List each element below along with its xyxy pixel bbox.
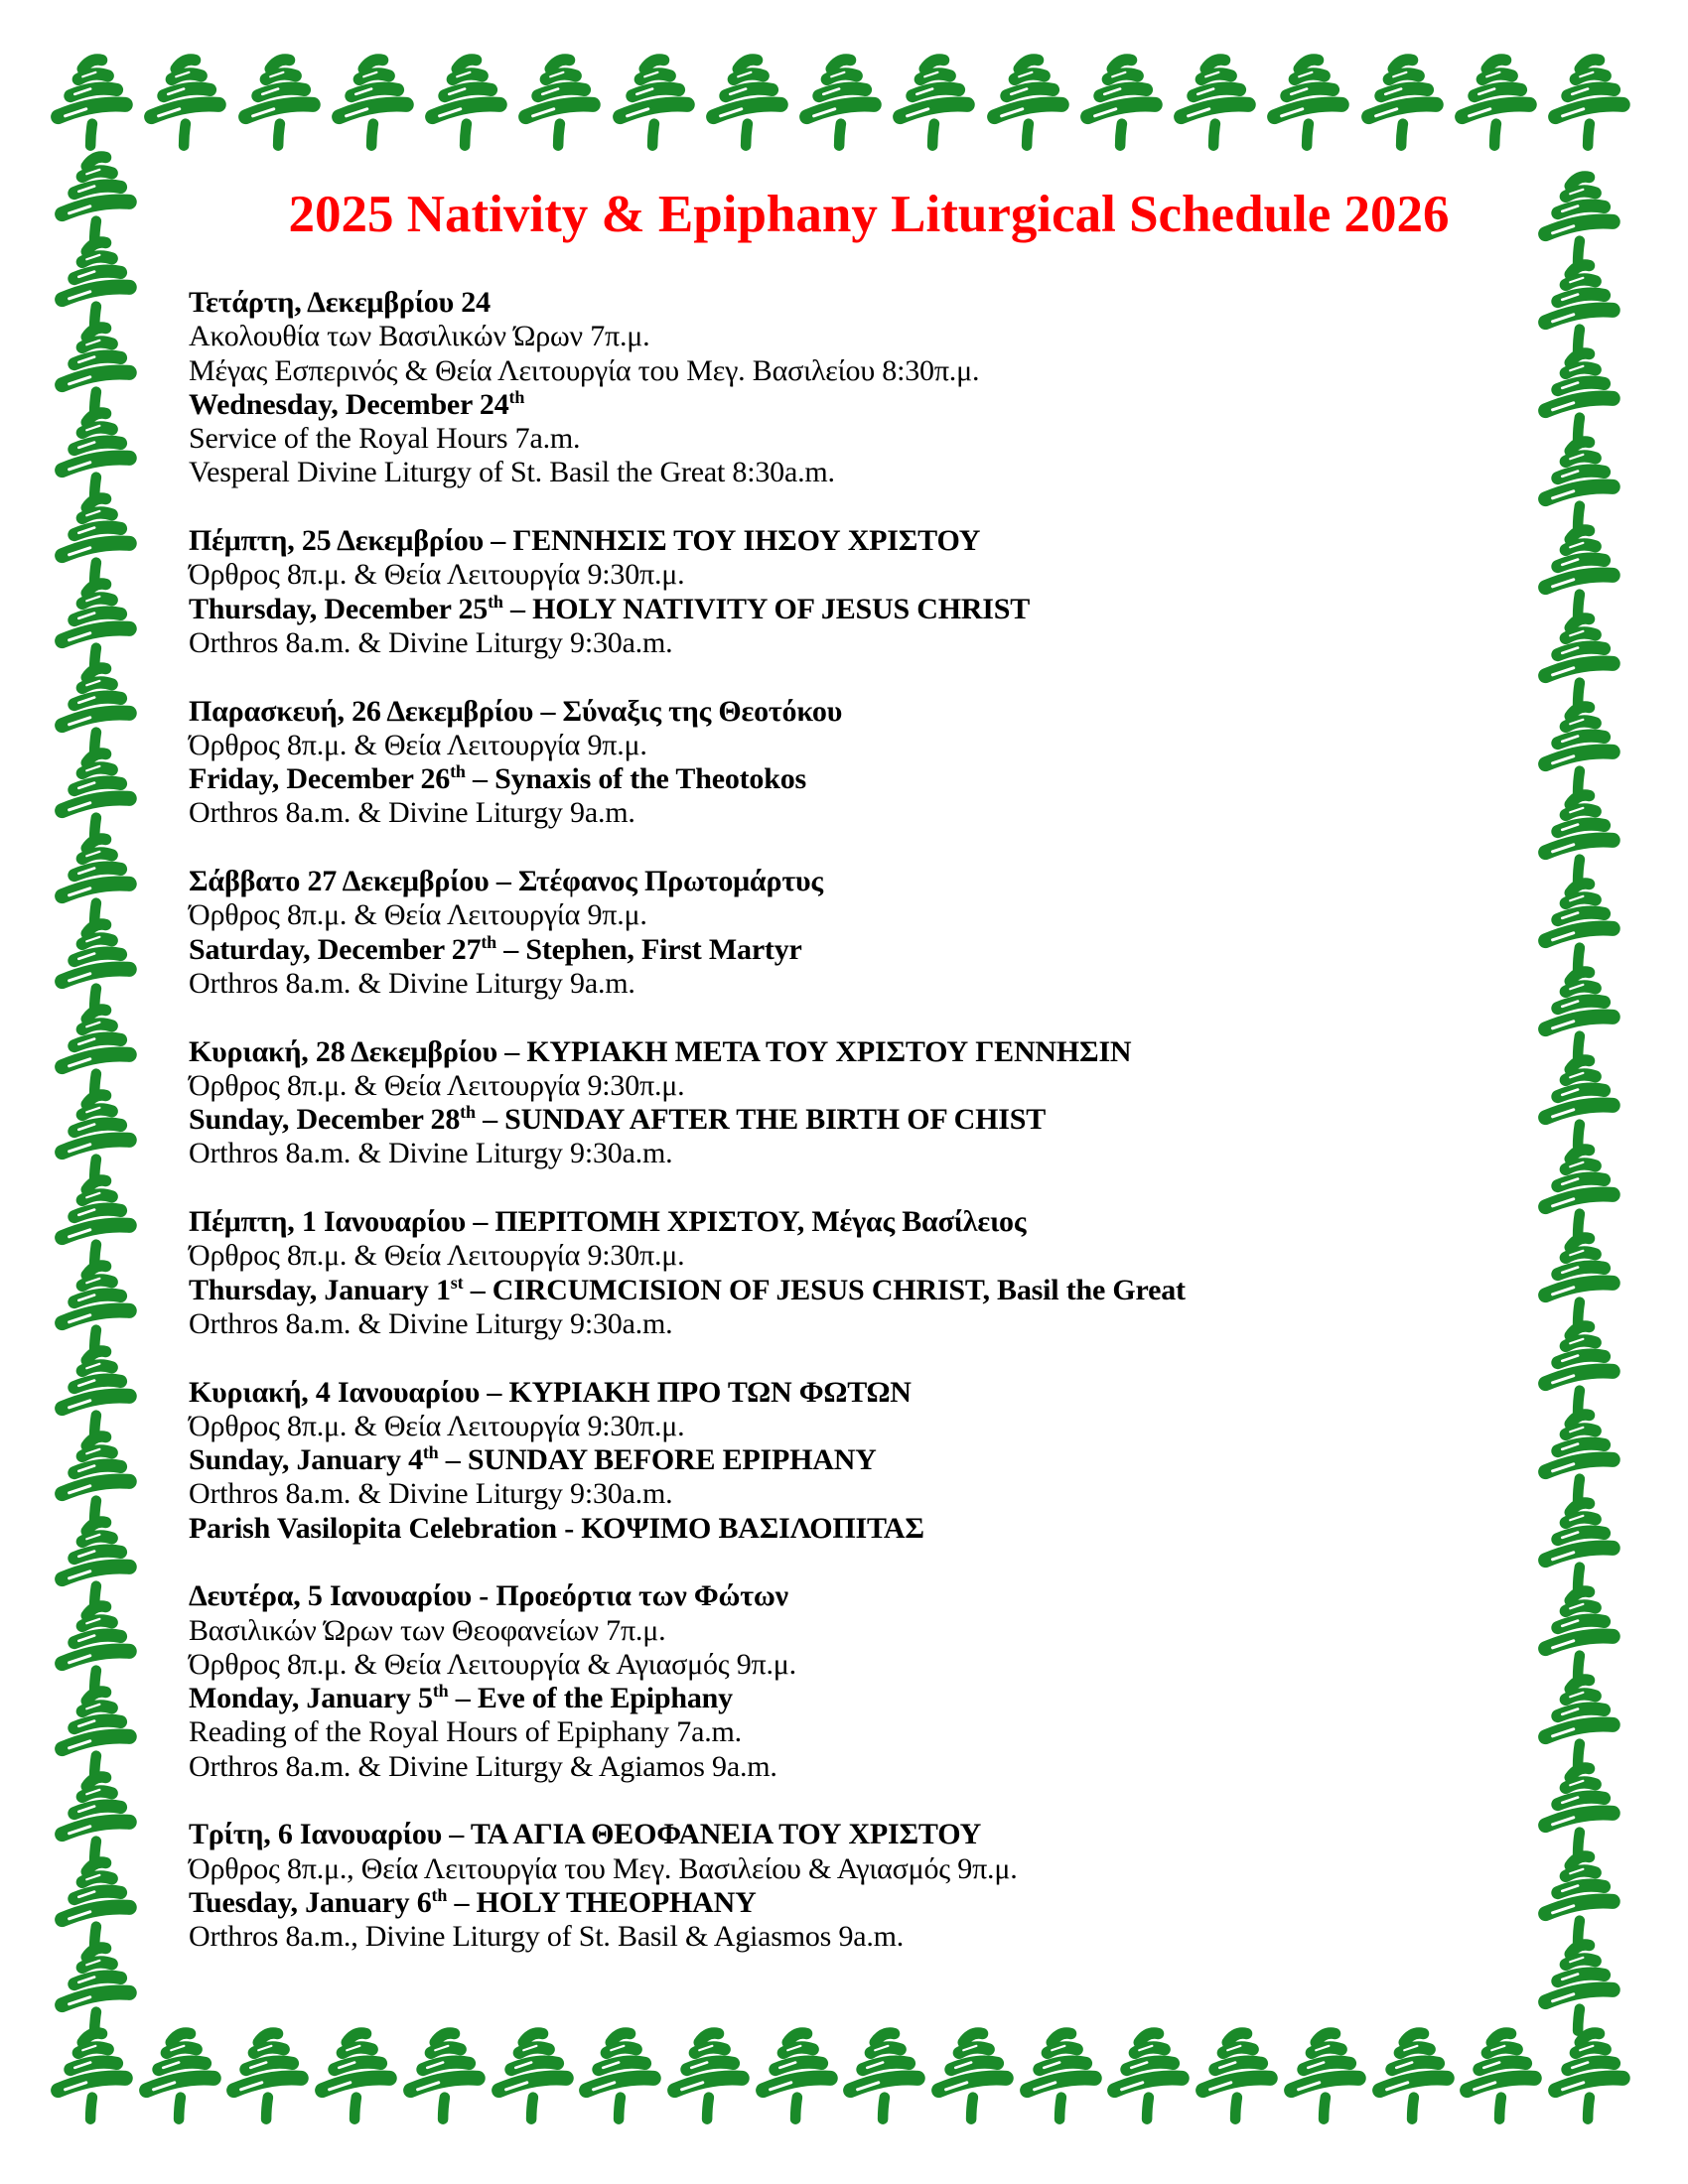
schedule-line: Όρθρος 8π.μ. & Θεία Λειτουργία 9:30π.μ. — [189, 1409, 685, 1442]
christmas-tree-icon — [52, 1596, 139, 1682]
christmas-tree-icon — [1535, 520, 1622, 609]
schedule-line-header: Wednesday, December 24th — [189, 386, 525, 421]
schedule-line-header: Sunday, December 28th – SUNDAY AFTER THE BIRTH OF CHIST — [189, 1102, 1047, 1137]
schedule-block — [189, 1818, 1494, 1954]
schedule-line: Όρθρος 8π.μ. & Θεία Λειτουργία 9:30π.μ. — [189, 1068, 685, 1102]
christmas-tree-icon — [1535, 1493, 1622, 1581]
schedule-line: Orthros 8a.m. & Divine Liturgy 9a.m. — [189, 796, 635, 830]
christmas-tree-icon — [52, 1852, 139, 1938]
schedule-line-header: Πέμπτη, 1 Ιανουαρίου – ΠΕΡΙΤΟΜΗ ΧΡΙΣΤΟΥ, Μέγας Βασίλειος — [189, 1205, 1027, 1239]
christmas-tree-icon — [1171, 50, 1258, 158]
christmas-tree-icon — [1545, 2023, 1632, 2131]
schedule-line: Service of the Royal Hours 7a.m. — [189, 422, 581, 456]
schedule-line-header: Parish Vasilopita Celebration - ΚΟΨΙΜΟ ΒΑΣΙΛΟΠΙΤΑΣ — [189, 1511, 924, 1545]
schedule-line-header: Σάββατο 27 Δεκεμβρίου – Στέφανος Πρωτομάρτυς — [189, 865, 823, 898]
tree-border-top — [48, 50, 1632, 158]
christmas-tree-icon — [52, 1427, 139, 1512]
christmas-tree-icon — [1369, 2023, 1457, 2131]
christmas-tree-icon — [1017, 2023, 1104, 2131]
christmas-tree-icon — [840, 2023, 927, 2131]
schedule-line: Orthros 8a.m. & Divine Liturgy 9:30a.m. — [189, 1306, 673, 1340]
schedule-line: Όρθρος 8π.μ. & Θεία Λειτουργία 9:30π.μ. — [189, 1239, 685, 1273]
christmas-tree-icon — [1535, 1405, 1622, 1493]
christmas-tree-icon — [1281, 2023, 1368, 2131]
christmas-tree-icon — [52, 488, 139, 574]
christmas-tree-icon — [141, 50, 228, 158]
page-title: 2025 Nativity & Epiphany Liturgical Schedule 2026 — [288, 186, 1450, 243]
schedule-line: Orthros 8a.m. & Divine Liturgy 9:30a.m. — [189, 625, 673, 659]
christmas-tree-icon — [48, 50, 135, 158]
schedule-block — [189, 865, 1494, 1001]
christmas-tree-icon — [1535, 1316, 1622, 1405]
christmas-tree-icon — [52, 1767, 139, 1852]
christmas-tree-icon — [515, 50, 603, 158]
christmas-tree-icon — [1457, 2023, 1544, 2131]
christmas-tree-icon — [1193, 2023, 1280, 2131]
schedule-block — [189, 1035, 1494, 1171]
christmas-tree-icon — [52, 1341, 139, 1427]
christmas-tree-icon — [52, 1085, 139, 1170]
christmas-tree-icon — [1358, 50, 1446, 158]
christmas-tree-icon — [1452, 50, 1539, 158]
schedule-line-header: Κυριακή, 4 Ιανουαρίου – ΚΥΡΙΑΚΗ ΠΡΟ ΤΩΝ ΦΩΤΩΝ — [189, 1375, 912, 1409]
christmas-tree-icon — [52, 658, 139, 744]
christmas-tree-icon — [1535, 874, 1622, 962]
tree-border-bottom — [48, 2023, 1632, 2131]
christmas-tree-icon — [1104, 2023, 1192, 2131]
christmas-tree-icon — [1535, 432, 1622, 520]
christmas-tree-icon — [796, 50, 884, 158]
christmas-tree-icon — [48, 2023, 135, 2131]
christmas-tree-icon — [753, 2023, 840, 2131]
schedule-line: Vesperal Divine Liturgy of St. Basil the Great 8:30a.m. — [189, 456, 835, 489]
schedule-line: Όρθρος 8π.μ. & Θεία Λειτουργία 9π.μ. — [189, 898, 647, 932]
schedule-line: Reading of the Royal Hours of Epiphany 7a.m. — [189, 1715, 742, 1749]
christmas-tree-icon — [400, 2023, 488, 2131]
christmas-tree-icon — [1535, 1228, 1622, 1316]
schedule-line: Orthros 8a.m. & Divine Liturgy 9:30a.m. — [189, 1137, 673, 1170]
christmas-tree-icon — [984, 50, 1071, 158]
schedule-line-header: Τρίτη, 6 Ιανουαρίου – ΤΑ ΑΓΙΑ ΘΕΟΦΑΝΕΙΑ ΤΟΥ ΧΡΙΣΤΟΥ — [189, 1818, 982, 1851]
christmas-tree-icon — [1535, 697, 1622, 785]
schedule-line-header: Thursday, January 1st – CIRCUMCISION OF JESUS CHRIST, Basil the Great — [189, 1272, 1186, 1306]
schedule-line: Orthros 8a.m. & Divine Liturgy & Agiamos 9a.m. — [189, 1749, 777, 1783]
christmas-tree-icon — [576, 2023, 663, 2131]
schedule-line-header: Πέμπτη, 25 Δεκεμβρίου – ΓΕΝΝΗΣΙΣ ΤΟΥ ΙΗΣΟΥ ΧΡΙΣΤΟΥ — [189, 524, 981, 558]
schedule-line-header: Tuesday, January 6th – HOLY THEOPHANY — [189, 1884, 757, 1919]
schedule-line-header: Thursday, December 25th – HOLY NATIVITY OF JESUS CHRIST — [189, 591, 1031, 625]
christmas-tree-icon — [52, 1682, 139, 1767]
schedule-line-header: Saturday, December 27th – Stephen, First Martyr — [189, 931, 802, 966]
christmas-tree-icon — [1545, 50, 1632, 158]
schedule-line-header: Monday, January 5th – Eve of the Epiphany — [189, 1681, 733, 1715]
christmas-tree-icon — [52, 318, 139, 403]
schedule-blocks — [189, 286, 1494, 1988]
christmas-tree-icon — [52, 574, 139, 659]
christmas-tree-icon — [1535, 609, 1622, 697]
schedule-block — [189, 1579, 1494, 1784]
schedule-block — [189, 286, 1494, 490]
christmas-tree-icon — [52, 1512, 139, 1597]
christmas-tree-icon — [1264, 50, 1351, 158]
schedule-line-header: Sunday, January 4th – SUNDAY BEFORE EPIPHANY — [189, 1442, 877, 1477]
christmas-tree-icon — [610, 50, 697, 158]
christmas-tree-icon — [1535, 1935, 1622, 2023]
christmas-tree-icon — [1535, 343, 1622, 432]
christmas-tree-icon — [52, 232, 139, 318]
schedule-line-header: Κυριακή, 28 Δεκεμβρίου – ΚΥΡΙΑΚΗ ΜΕΤΑ ΤΟΥ ΧΡΙΣΤΟΥ ΓΕΝΝΗΣΙΝ — [189, 1034, 1132, 1068]
christmas-tree-icon — [1535, 1758, 1622, 1846]
christmas-tree-icon — [1535, 1670, 1622, 1758]
christmas-tree-icon — [1535, 785, 1622, 874]
christmas-tree-icon — [489, 2023, 576, 2131]
christmas-tree-icon — [1535, 255, 1622, 343]
christmas-tree-icon — [52, 1170, 139, 1256]
schedule-line: Orthros 8a.m. & Divine Liturgy 9a.m. — [189, 966, 635, 1000]
christmas-tree-icon — [223, 2023, 311, 2131]
schedule-line-header: Παρασκευή, 26 Δεκεμβρίου – Σύναξις της Θεοτόκου — [189, 694, 843, 728]
schedule-block — [189, 1376, 1494, 1546]
schedule-line: Όρθρος 8π.μ. & Θεία Λειτουργία 9:30π.μ. — [189, 558, 685, 592]
christmas-tree-icon — [1535, 1050, 1622, 1139]
christmas-tree-icon — [136, 2023, 223, 2131]
schedule-line: Orthros 8a.m. & Divine Liturgy 9:30a.m. — [189, 1477, 673, 1511]
schedule-block — [189, 695, 1494, 831]
christmas-tree-icon — [52, 1000, 139, 1085]
schedule-line: Orthros 8a.m., Divine Liturgy of St. Basil & Agiasmos 9a.m. — [189, 1920, 905, 1954]
christmas-tree-icon — [52, 914, 139, 1000]
schedule-line: Όρθρος 8π.μ., Θεία Λειτουργία του Μεγ. Βασιλείου & Αγιασμός 9π.μ. — [189, 1851, 1018, 1885]
christmas-tree-icon — [928, 2023, 1016, 2131]
christmas-tree-icon — [1077, 50, 1165, 158]
christmas-tree-icon — [312, 2023, 399, 2131]
christmas-tree-icon — [1535, 962, 1622, 1050]
christmas-tree-icon — [890, 50, 977, 158]
christmas-tree-icon — [235, 50, 323, 158]
schedule-line-header: Τετάρτη, Δεκεμβρίου 24 — [189, 286, 491, 319]
christmas-tree-icon — [52, 1256, 139, 1341]
schedule-line: Μέγας Εσπερινός & Θεία Λειτουργία του Μεγ. Βασιλείου 8:30π.μ. — [189, 353, 980, 387]
christmas-tree-icon — [52, 147, 139, 232]
tree-border-left — [52, 147, 139, 2023]
tree-border-right — [1535, 167, 1622, 2023]
schedule-line-header: Friday, December 26th – Synaxis of the Theotokos — [189, 761, 806, 796]
schedule-line: Όρθρος 8π.μ. & Θεία Λειτουργία 9π.μ. — [189, 728, 647, 761]
christmas-tree-icon — [52, 829, 139, 914]
christmas-tree-icon — [703, 50, 790, 158]
christmas-tree-icon — [1535, 1846, 1622, 1935]
christmas-tree-icon — [52, 1938, 139, 2023]
christmas-tree-icon — [422, 50, 509, 158]
christmas-tree-icon — [1535, 1581, 1622, 1670]
schedule-line: Όρθρος 8π.μ. & Θεία Λειτουργία & Αγιασμός 9π.μ. — [189, 1647, 796, 1681]
schedule-line: Ακολουθία των Βασιλικών Ώρων 7π.μ. — [189, 320, 650, 353]
christmas-tree-icon — [52, 403, 139, 488]
schedule-block — [189, 524, 1494, 660]
schedule-block — [189, 1205, 1494, 1341]
schedule-line-header: Δευτέρα, 5 Ιανουαρίου - Προεόρτια των Φώτων — [189, 1579, 788, 1613]
christmas-tree-icon — [1535, 1140, 1622, 1228]
christmas-tree-icon — [52, 744, 139, 829]
christmas-tree-icon — [329, 50, 416, 158]
schedule-line: Βασιλικών Ώρων των Θεοφανείων 7π.μ. — [189, 1613, 666, 1647]
christmas-tree-icon — [664, 2023, 752, 2131]
